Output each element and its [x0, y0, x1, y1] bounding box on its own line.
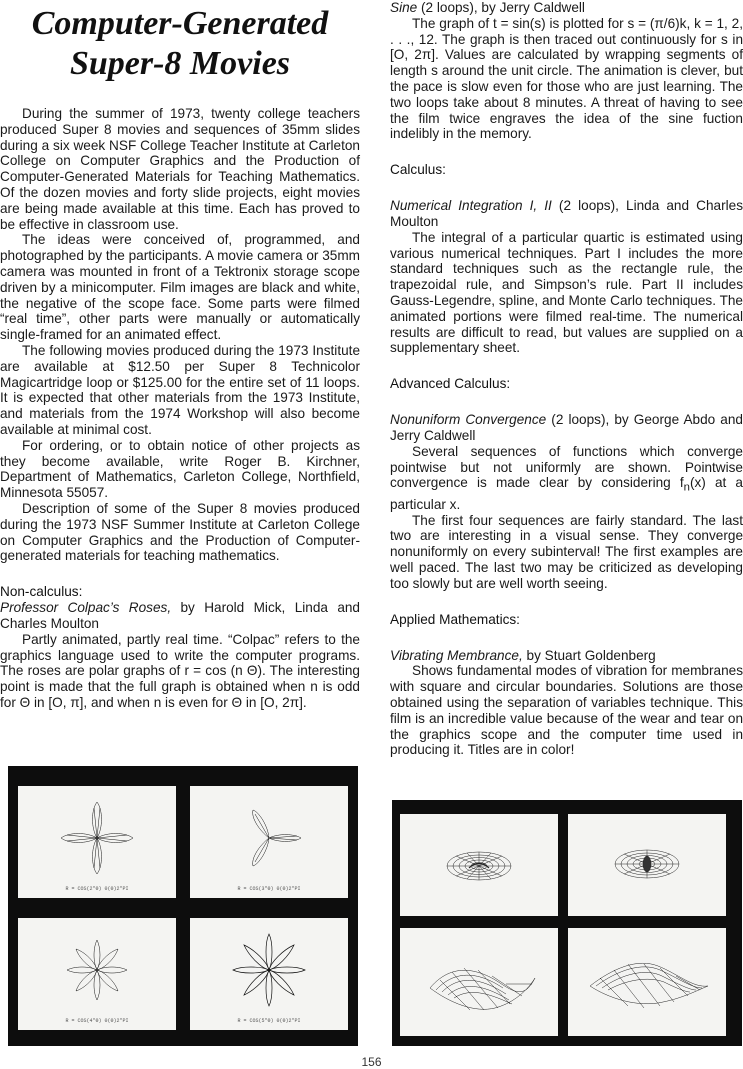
vibrating-membrance-title: Vibrating Membrance, — [390, 647, 523, 663]
section-heading-advanced-calculus: Advanced Calculus: — [390, 376, 511, 392]
membrane-graph-2 — [568, 814, 726, 916]
numerical-integration-paragraph: The integral of a particular quartic is estimated using various numerical techniques. Part I includes the more standard techniques such as the rectangle rule, the trapezoidal rule, and Simpson’s rule. Part II includes Gauss-Legendre, spline, and Monte Carlo techniques. The animated portions were filmed real-time. The numerical results are difficult to read, but values are supplied on a supplementary sheet. — [390, 229, 743, 356]
sine-title: Sine — [390, 0, 418, 15]
ideas-paragraph: The ideas were conceived of, programmed, and photographed by the participants. A movie camera or 35mm camera was mounted in front of a Tektronix storage scope driven by a minicomputer. Film images are black and white, the negative of the scope face. Some parts were filmed “real time”, other parts were manually or automatically single-framed for an animated effect. — [0, 232, 360, 343]
rose-caption-2: R = COS(3*Θ) 0(Θ)2*PI — [237, 886, 301, 892]
roses-entry-heading — [0, 600, 360, 632]
rose-frame-2 — [190, 786, 348, 898]
title-line-1: Computer-Generated — [31, 5, 329, 42]
nonuniform-convergence-paragraph-1 — [390, 444, 743, 513]
nonuniform-convergence-paragraph-2: The first four sequences are fairly standard. The last two are interesting in a visual sense. They converge nonuniformly on every subinterval! The first examples are well paced. The last two may be criticized as developing too slowly but are well worth seeing. — [390, 512, 743, 591]
rose-graph-3 — [18, 918, 176, 1030]
page-number: 156 — [361, 1055, 382, 1069]
availability-paragraph: The following movies produced during the 1973 Institute are available at $12.50 per Super 8 Technicolor Magicartridge loop or $125.00 for the entire set of 11 loops. It is expected that other materials from the 1973 Institute, and materials from the 1974 Workshop will also become available at minimal cost. — [0, 342, 360, 437]
title-line-2: Super-8 Movies — [69, 45, 291, 82]
section-heading-calculus: Calculus: — [390, 162, 446, 178]
sine-entry-heading — [390, 0, 743, 16]
description-paragraph: Description of some of the Super 8 movies produced during the 1973 NSF Summer Institute at Carleton College on Computer Graphics and the Production of Computer-generated materials for teaching mathematics. — [0, 500, 360, 564]
vibrating-membrance-heading — [390, 648, 743, 664]
left-column — [0, 0, 360, 711]
roses-title: Professor Colpac’s Roses, — [0, 600, 172, 616]
nonuniform-convergence-heading — [390, 412, 743, 444]
membrane-frame-1 — [400, 814, 558, 916]
sine-authors: (2 loops), by Jerry Caldwell — [417, 0, 585, 15]
intro-paragraph: During the summer of 1973, twenty college teachers produced Super 8 movies and sequences of 35mm slides during a six week NSF College Teacher Institute at Carleton College on Computer Graphics and the Production of Computer-Generated Materials for Teaching Mathematics. Of the dozen movies and forty slide projects, eight movies are being made available at this time. Each has proved to be effective in classroom use. — [0, 106, 360, 232]
rose-graph-1 — [18, 786, 176, 898]
right-column — [390, 0, 743, 758]
numerical-integration-authors: (2 loops), Linda and Charles Moulton — [390, 198, 743, 229]
membrane-graph-4 — [568, 928, 726, 1036]
membrane-frame-2 — [568, 814, 726, 916]
nc-subscript: n — [683, 482, 690, 495]
rose-caption-1: R = COS(2*Θ) 0(Θ)2*PI — [65, 886, 129, 892]
sine-paragraph: The graph of t = sin(s) is plotted for s = (π/6)k, k = 1, 2, . . ., 12. The graph is then traced out continuously for s in [O, 2π]. Values are calculated by wrapping segments of length s around the unit circle. The animation is clever, but the pace is slow even for those who are just learning. The two loops take about 8 minutes. A threat of having to see the film twice engraves the idea of the sine fuction indelibly in the memory. — [390, 15, 743, 142]
roses-figure — [8, 766, 358, 1046]
nc-text-a: Several sequences of functions which converge pointwise but not uniformly are shown. Pointwise convergence is made clear by considering f — [390, 443, 743, 491]
rose-graph-4 — [190, 918, 348, 1030]
membrane-frame-4 — [568, 928, 726, 1036]
membrane-figure — [392, 800, 742, 1046]
section-heading-noncalculus: Non-calculus: — [0, 584, 83, 600]
numerical-integration-title: Numerical Integration I, II — [390, 198, 552, 214]
nonuniform-convergence-authors: (2 loops), by George Abdo and Jerry Caldwell — [390, 412, 743, 443]
rose-caption-3: R = COS(4*Θ) 0(Θ)2*PI — [65, 1018, 129, 1024]
rose-graph-2 — [190, 786, 348, 898]
rose-frame-1 — [18, 786, 176, 898]
rose-frame-4 — [190, 918, 348, 1030]
rose-caption-4: R = COS(5*Θ) 0(Θ)2*PI — [237, 1018, 301, 1024]
vibrating-membrance-authors: by Stuart Goldenberg — [522, 647, 656, 663]
ordering-paragraph: For ordering, or to obtain notice of other projects as they become available, write Roger B. Kirchner, Department of Mathematics, Carleton College, Northfield, Minnesota 55057. — [0, 437, 360, 501]
rose-frame-3 — [18, 918, 176, 1030]
roses-authors: by Harold Mick, Linda and Charles Moulton — [0, 600, 360, 631]
article-title — [0, 4, 360, 84]
nonuniform-convergence-title: Nonuniform Convergence — [390, 412, 547, 428]
membrane-graph-1 — [400, 814, 558, 916]
nc-text-b: (x) at a particular x. — [390, 475, 743, 512]
vibrating-membrance-paragraph: Shows fundamental modes of vibration for membranes with square and circular boundaries. Solutions are those obtained using the separation of variables technique. This film is an incredible value because of the wear and tear on the graphics scope and the computer time used in producing it. Titles are in color! — [390, 663, 743, 758]
section-heading-applied-mathematics: Applied Mathematics: — [390, 611, 520, 627]
membrane-frame-3 — [400, 928, 558, 1036]
numerical-integration-heading — [390, 198, 743, 230]
roses-paragraph: Partly animated, partly real time. “Colpac” refers to the graphics language used to write the computer programs. The roses are polar graphs of r = cos (n Θ). The interesting point is made that the full graph is obtained when n is odd for Θ in [O, π], and when n is even for Θ in [O, 2π]. — [0, 631, 360, 710]
membrane-graph-3 — [400, 928, 558, 1036]
